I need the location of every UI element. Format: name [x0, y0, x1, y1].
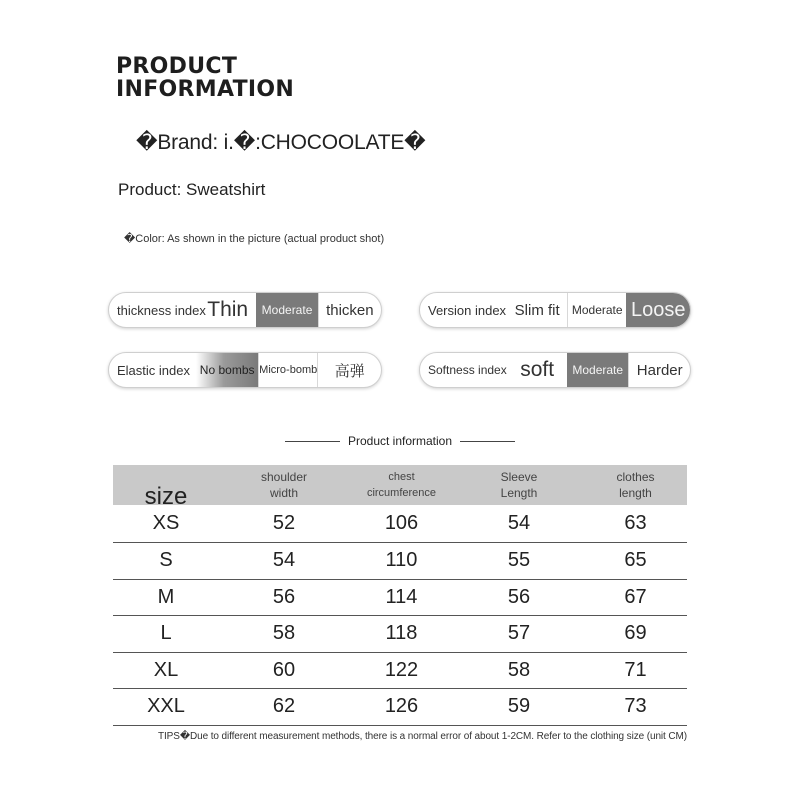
cell-shoulder: 58: [272, 622, 296, 645]
elastic-index: [108, 352, 382, 388]
section-heading-text: Product information: [347, 434, 453, 448]
cell-sleeve: 54: [507, 512, 531, 534]
title-line-2: INFORMATION: [116, 77, 295, 102]
header-shoulder-width: [219, 465, 349, 505]
table-row: [113, 689, 687, 726]
header-clothes-length: [584, 465, 687, 505]
cell-shoulder: 62: [272, 695, 296, 718]
cell-chest: 118: [385, 622, 418, 645]
version-index-label: Version index: [428, 302, 507, 318]
size-table: [113, 465, 687, 726]
version-option-moderate: Moderate: [567, 293, 627, 327]
header-chest: [349, 465, 454, 505]
cell-chest: 126: [384, 695, 419, 718]
thickness-option-thin: Thin: [207, 298, 249, 321]
header-length-line1: clothes: [616, 470, 655, 484]
page-title: [116, 55, 294, 101]
header-size: size: [144, 483, 188, 510]
header-shoulder-line1: shoulder: [260, 470, 308, 484]
cell-sleeve: 55: [507, 549, 531, 572]
cell-size: M: [157, 585, 175, 608]
cell-length: 63: [624, 512, 647, 534]
table-row: [113, 616, 687, 653]
softness-index: [419, 352, 691, 388]
elastic-option-no-bombs: No bombs: [196, 353, 258, 387]
version-option-loose: Loose: [626, 293, 690, 327]
cell-sleeve: 59: [507, 695, 531, 718]
cell-chest: 114: [385, 585, 418, 608]
softness-index-label: Softness index: [428, 363, 507, 377]
header-length-line2: length: [619, 486, 652, 500]
version-option-slim-fit: Slim fit: [514, 301, 560, 319]
table-row: [113, 653, 687, 690]
table-row: [113, 580, 687, 617]
thickness-option-moderate: Moderate: [256, 293, 317, 327]
title-line-1: PRODUCT: [116, 54, 238, 79]
divider-right: [460, 441, 515, 442]
softness-option-moderate: Moderate: [567, 353, 629, 387]
cell-length: 65: [624, 549, 647, 572]
header-sleeve-line1: Sleeve: [500, 470, 538, 484]
cell-chest: 106: [384, 512, 419, 534]
cell-shoulder: 60: [272, 658, 296, 681]
section-heading: [285, 432, 515, 450]
size-table-body: [113, 505, 687, 726]
cell-length: 73: [624, 695, 647, 718]
header-sleeve-length: [454, 465, 584, 505]
color-text: �Color: As shown in the picture (actual product shot): [124, 233, 385, 245]
cell-length: 67: [624, 585, 647, 608]
cell-chest: 122: [384, 658, 419, 681]
elastic-option-micro-bomb: Micro-bomb: [258, 353, 318, 387]
cell-shoulder: 54: [272, 549, 296, 572]
cell-chest: 110: [385, 549, 418, 572]
cell-size: XL: [153, 658, 179, 681]
table-row: [113, 505, 687, 543]
elastic-index-label: Elastic index: [117, 362, 190, 378]
elastic-option-high-elastic: 高弹: [317, 353, 381, 387]
header-sleeve-line2: Length: [500, 486, 538, 500]
cell-sleeve: 58: [507, 658, 531, 681]
cell-length: 69: [624, 622, 647, 645]
thickness-index: [108, 292, 382, 328]
header-chest-line1: chest: [388, 471, 415, 483]
tips-note: TIPS�Due to different measurement methods, there is a normal error of about 1-2CM. Refer to the clothing size (unit CM): [158, 731, 687, 742]
cell-size: L: [160, 622, 172, 645]
softness-option-soft: soft: [520, 358, 555, 381]
cell-size: XS: [152, 512, 180, 534]
size-table-header: [113, 465, 687, 510]
header-chest-line2: circumference: [366, 487, 437, 499]
thickness-option-thicken: thicken: [318, 293, 381, 327]
table-row: [113, 543, 687, 580]
product-text: Product: Sweatshirt: [118, 180, 266, 199]
thickness-index-label: thickness index: [117, 302, 206, 318]
cell-size: S: [159, 549, 173, 572]
cell-shoulder: 52: [272, 512, 296, 534]
divider-left: [285, 441, 340, 442]
header-shoulder-line2: width: [269, 486, 298, 500]
brand-text: �Brand: i.�:CHOCOOLATE�: [136, 131, 426, 154]
cell-size: XXL: [147, 695, 185, 718]
version-index: [419, 292, 691, 328]
cell-sleeve: 56: [507, 585, 531, 608]
cell-sleeve: 57: [507, 622, 531, 645]
cell-shoulder: 56: [272, 585, 296, 608]
softness-option-harder: Harder: [628, 353, 690, 387]
cell-length: 71: [624, 658, 647, 681]
